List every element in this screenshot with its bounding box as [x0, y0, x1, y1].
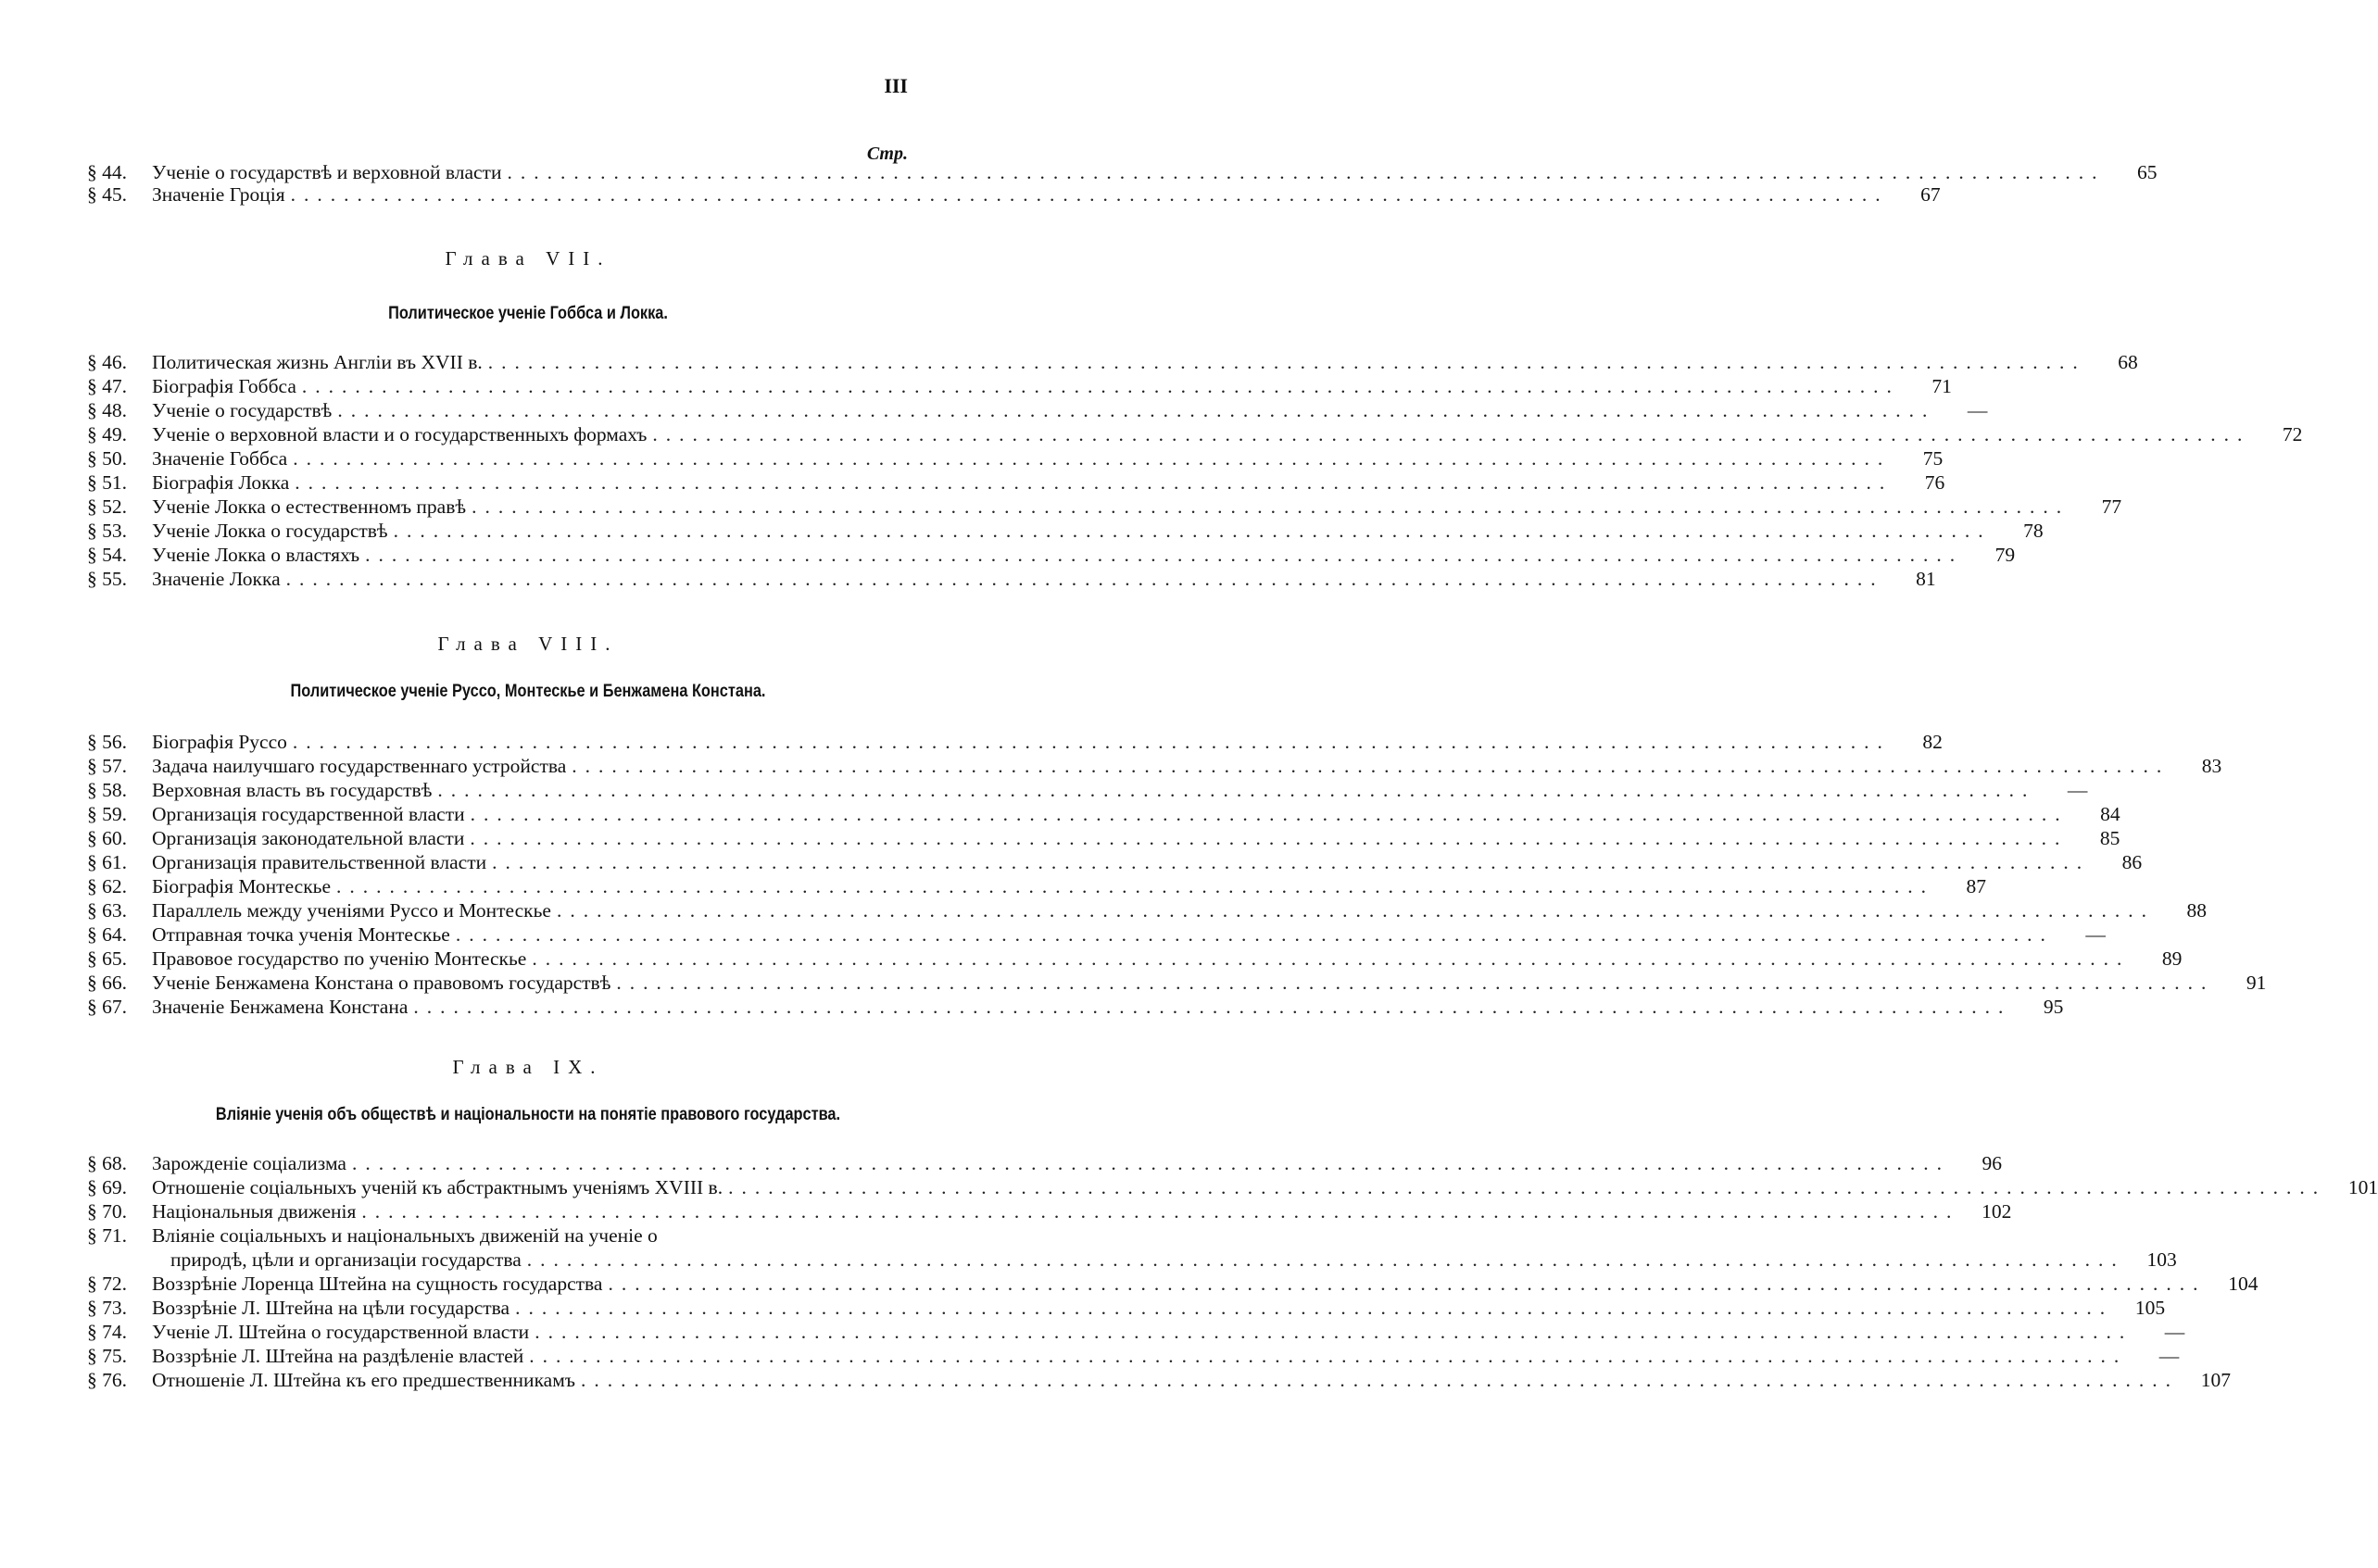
- section-title: Національныя движенія: [152, 1200, 357, 1223]
- page-ref: —: [2158, 1345, 2180, 1367]
- chapter-subtitle: Политическое ученіе Гоббса и Локка.: [388, 304, 668, 323]
- section-number: § 52.: [87, 495, 127, 518]
- page-ref: 68: [2118, 351, 2138, 373]
- chapter-title: Глава VII.: [445, 247, 611, 270]
- page-ref: 71: [1931, 375, 1952, 397]
- toc-entry: [87, 971, 2267, 996]
- dot-leader: ........................................................................................................................: [437, 779, 2036, 801]
- dot-leader: ........................................................................................................................: [556, 899, 2155, 922]
- dot-leader: ........................................................................................................................: [295, 471, 1894, 494]
- toc-entry: [87, 947, 2183, 972]
- section-title: Ученіе о верховной власти и о государственныхъ формахъ: [152, 423, 648, 445]
- section-number: § 63.: [87, 899, 127, 922]
- toc-entry: [87, 1272, 2258, 1297]
- section-number: § 61.: [87, 851, 127, 873]
- toc-entry: [87, 470, 1945, 495]
- section-number: § 71.: [87, 1224, 127, 1247]
- page-ref: 103: [2146, 1248, 2177, 1271]
- section-title: Отношеніе Л. Штейна къ его предшественникамъ: [152, 1369, 575, 1391]
- section-number: § 69.: [87, 1176, 127, 1198]
- toc-entry: [87, 922, 2106, 947]
- chapter-title: Глава IX.: [452, 1056, 604, 1078]
- section-title: Задача наилучшаго государственнаго устройства: [152, 755, 567, 777]
- dot-leader: ........................................................................................................................: [532, 947, 2131, 970]
- section-title: Ученіе Локка о естественномъ правѣ: [152, 495, 467, 518]
- section-title: Ученіе Локка о государствѣ: [152, 520, 388, 542]
- page-ref: 88: [2186, 899, 2207, 922]
- page-ref: 89: [2161, 947, 2183, 970]
- toc-entry: [87, 543, 2016, 568]
- chapter-subtitle: Вліяніе ученія объ обществѣ и національности на понятіе правового государства.: [215, 1105, 841, 1124]
- toc-entry: [87, 374, 1952, 399]
- toc-entry: [87, 754, 2222, 779]
- page-column-label: Стр.: [866, 144, 908, 164]
- section-number: § 51.: [87, 471, 127, 494]
- dot-leader: ........................................................................................................................: [290, 183, 1889, 206]
- dot-leader: ........................................................................................................................: [529, 1345, 2128, 1367]
- page-ref: 85: [2099, 827, 2120, 849]
- section-number: § 73.: [87, 1297, 127, 1319]
- section-number: § 50.: [87, 447, 127, 470]
- dot-leader: ........................................................................................................................: [608, 1273, 2207, 1295]
- dot-leader: ........................................................................................................................: [572, 755, 2170, 777]
- toc-entry: [87, 495, 2122, 520]
- dot-leader: ........................................................................................................................: [652, 423, 2251, 445]
- section-number: § 67.: [87, 996, 127, 1018]
- page-ref: 91: [2246, 972, 2267, 994]
- section-title: Организація законодательной власти: [152, 827, 465, 849]
- dot-leader: ........................................................................................................................: [535, 1321, 2133, 1343]
- section-number: § 75.: [87, 1345, 127, 1367]
- section-title: Значеніе Бенжамена Констана: [152, 996, 409, 1018]
- page-ref: 96: [1982, 1152, 2002, 1174]
- toc-entry: [87, 446, 1944, 471]
- section-number: § 55.: [87, 568, 127, 590]
- section-number: § 44.: [87, 161, 127, 183]
- page-ref: 87: [1966, 875, 1986, 897]
- section-number: § 60.: [87, 827, 127, 849]
- page-ref: 95: [2043, 996, 2064, 1018]
- page-ref: 72: [2282, 423, 2303, 445]
- section-title: Воззрѣніе Л. Штейна на раздѣленіе властей: [152, 1345, 524, 1367]
- toc-entry: [87, 1296, 2166, 1321]
- dot-leader: ........................................................................................................................: [361, 1200, 1960, 1223]
- toc-entry: [87, 850, 2143, 875]
- section-title: Отправная точка ученія Монтескье: [152, 923, 450, 946]
- section-number: § 70.: [87, 1200, 127, 1223]
- page-ref: —: [2164, 1321, 2185, 1343]
- section-number: § 46.: [87, 351, 127, 373]
- dot-leader: ........................................................................................................................: [351, 1152, 1950, 1174]
- toc-entry-continuation: [152, 1248, 2177, 1273]
- dot-leader: ........................................................................................................................: [616, 972, 2215, 994]
- section-number: § 47.: [87, 375, 127, 397]
- section-number: § 74.: [87, 1321, 127, 1343]
- page-ref: 84: [2100, 803, 2120, 825]
- section-title: Организація правительственной власти: [152, 851, 487, 873]
- page-ref: —: [2085, 923, 2106, 946]
- section-number: § 64.: [87, 923, 127, 946]
- dot-leader: ........................................................................................................................: [365, 544, 1964, 566]
- section-title: Параллель между ученіями Руссо и Монтескье: [152, 899, 551, 922]
- toc-entry: [87, 398, 1988, 423]
- toc-entry: [87, 350, 2138, 375]
- section-title: Отношеніе соціальныхъ ученій къ абстрактнымъ ученіямъ XVIII в.: [152, 1176, 723, 1198]
- page-number: III: [884, 74, 908, 97]
- page-ref: 78: [2023, 520, 2044, 542]
- section-number: § 68.: [87, 1152, 127, 1174]
- dot-leader: ........................................................................................................................: [526, 1248, 2125, 1271]
- section-number: § 54.: [87, 544, 127, 566]
- dot-leader: ........................................................................................................................: [292, 731, 1891, 753]
- dot-leader: ........................................................................................................................: [728, 1176, 2327, 1198]
- dot-leader: ........................................................................................................................: [455, 923, 2054, 946]
- toc-entry: [87, 1344, 2180, 1369]
- toc-entry: [87, 1320, 2185, 1345]
- page-ref: 75: [1922, 447, 1944, 470]
- toc-entry: [87, 802, 2120, 827]
- section-title: Біографія Гоббса: [152, 375, 296, 397]
- dot-leader: ........................................................................................................................: [337, 399, 1936, 421]
- page-ref: 76: [1924, 471, 1945, 494]
- page-ref: —: [2067, 779, 2088, 801]
- dot-leader: ........................................................................................................................: [507, 161, 2106, 183]
- toc-entry: [87, 160, 2158, 185]
- page-ref: 107: [2200, 1369, 2231, 1391]
- dot-leader: ........................................................................................................................: [580, 1369, 2179, 1391]
- page-ref: 77: [2101, 495, 2122, 518]
- section-number: § 57.: [87, 755, 127, 777]
- section-number: § 49.: [87, 423, 127, 445]
- toc-entry: [87, 730, 1943, 755]
- dot-leader: ........................................................................................................................: [470, 827, 2069, 849]
- page-ref: 102: [1982, 1200, 2012, 1223]
- dot-leader: ........................................................................................................................: [285, 568, 1884, 590]
- page-ref: 67: [1920, 183, 1941, 206]
- section-number: § 76.: [87, 1369, 127, 1391]
- dot-leader: ........................................................................................................................: [293, 447, 1892, 470]
- page-ref: 82: [1922, 731, 1943, 753]
- toc-entry: [87, 1151, 2002, 1176]
- section-title: Ученіе Бенжамена Констана о правовомъ государствѣ: [152, 972, 611, 994]
- dot-leader: ........................................................................................................................: [487, 351, 2086, 373]
- dot-leader: ........................................................................................................................: [472, 495, 2070, 518]
- section-title: Ученіе о государствѣ: [152, 399, 333, 421]
- page-ref: —: [1967, 399, 1988, 421]
- section-title: Зарожденіе соціализма: [152, 1152, 346, 1174]
- page-ref: 65: [2136, 161, 2158, 183]
- toc-entry: [87, 1175, 2378, 1200]
- toc-entry: [87, 995, 2064, 1020]
- section-title: Ученіе Л. Штейна о государственной власти: [152, 1321, 530, 1343]
- toc-entry: [87, 898, 2207, 923]
- section-title: Значеніе Гроція: [152, 183, 285, 206]
- section-title: Біографія Локка: [152, 471, 290, 494]
- section-number: § 48.: [87, 399, 127, 421]
- section-number: § 72.: [87, 1273, 127, 1295]
- toc-entry: [87, 1368, 2231, 1393]
- section-number: § 56.: [87, 731, 127, 753]
- dot-leader: ........................................................................................................................: [393, 520, 1992, 542]
- toc-entry: [87, 874, 1986, 899]
- dot-leader: ........................................................................................................................: [492, 851, 2091, 873]
- section-title: Вліяніе соціальныхъ и національныхъ движеній на ученіе о: [152, 1224, 658, 1247]
- page-ref: 81: [1916, 568, 1936, 590]
- section-title: Ученіе Локка о властяхъ: [152, 544, 360, 566]
- section-title: Біографія Руссо: [152, 731, 287, 753]
- section-title: Значеніе Локка: [152, 568, 281, 590]
- section-number: § 62.: [87, 875, 127, 897]
- dot-leader: ........................................................................................................................: [515, 1297, 2114, 1319]
- section-title: Воззрѣніе Л. Штейна на цѣли государства: [152, 1297, 510, 1319]
- dot-leader: ........................................................................................................................: [301, 375, 1900, 397]
- section-title: Воззрѣніе Лоренца Штейна на сущность государства: [152, 1273, 603, 1295]
- chapter-title: Глава VIII.: [437, 633, 619, 655]
- section-title: Правовое государство по ученію Монтескье: [152, 947, 527, 970]
- dot-leader: ........................................................................................................................: [470, 803, 2069, 825]
- toc-entry: [87, 778, 2088, 803]
- section-number: § 53.: [87, 520, 127, 542]
- page-ref: 86: [2121, 851, 2143, 873]
- section-title: Ученіе о государствѣ и верховной власти: [152, 161, 502, 183]
- toc-entry: [87, 826, 2120, 851]
- section-title: Біографія Монтескье: [152, 875, 331, 897]
- section-number: § 59.: [87, 803, 127, 825]
- chapter-subtitle: Политическое ученіе Руссо, Монтескье и Бенжамена Констана.: [290, 682, 766, 701]
- page-ref: 104: [2228, 1273, 2258, 1295]
- toc-entry: [87, 567, 1936, 592]
- toc-entry: [87, 519, 2044, 544]
- section-title: Политическая жизнь Англіи въ XVII в.: [152, 351, 483, 373]
- section-number: § 65.: [87, 947, 127, 970]
- section-number: § 66.: [87, 972, 127, 994]
- page-ref: 79: [1994, 544, 2016, 566]
- dot-leader: ........................................................................................................................: [336, 875, 1934, 897]
- section-title: Значеніе Гоббса: [152, 447, 288, 470]
- section-title: Верховная власть въ государствѣ: [152, 779, 433, 801]
- section-number: § 58.: [87, 779, 127, 801]
- section-title: Организація государственной власти: [152, 803, 465, 825]
- dot-leader: ........................................................................................................................: [413, 996, 2012, 1018]
- section-number: § 45.: [87, 183, 127, 206]
- toc-entry: [87, 1199, 2012, 1224]
- toc-entry: [87, 422, 2303, 447]
- page-ref: 83: [2201, 755, 2222, 777]
- page-ref: 101: [2347, 1176, 2378, 1198]
- page-ref: 105: [2134, 1297, 2166, 1319]
- section-title-continuation: природѣ, цѣли и организаціи государства: [170, 1248, 522, 1271]
- toc-entry: [87, 182, 1941, 207]
- toc-entry: [87, 1223, 902, 1248]
